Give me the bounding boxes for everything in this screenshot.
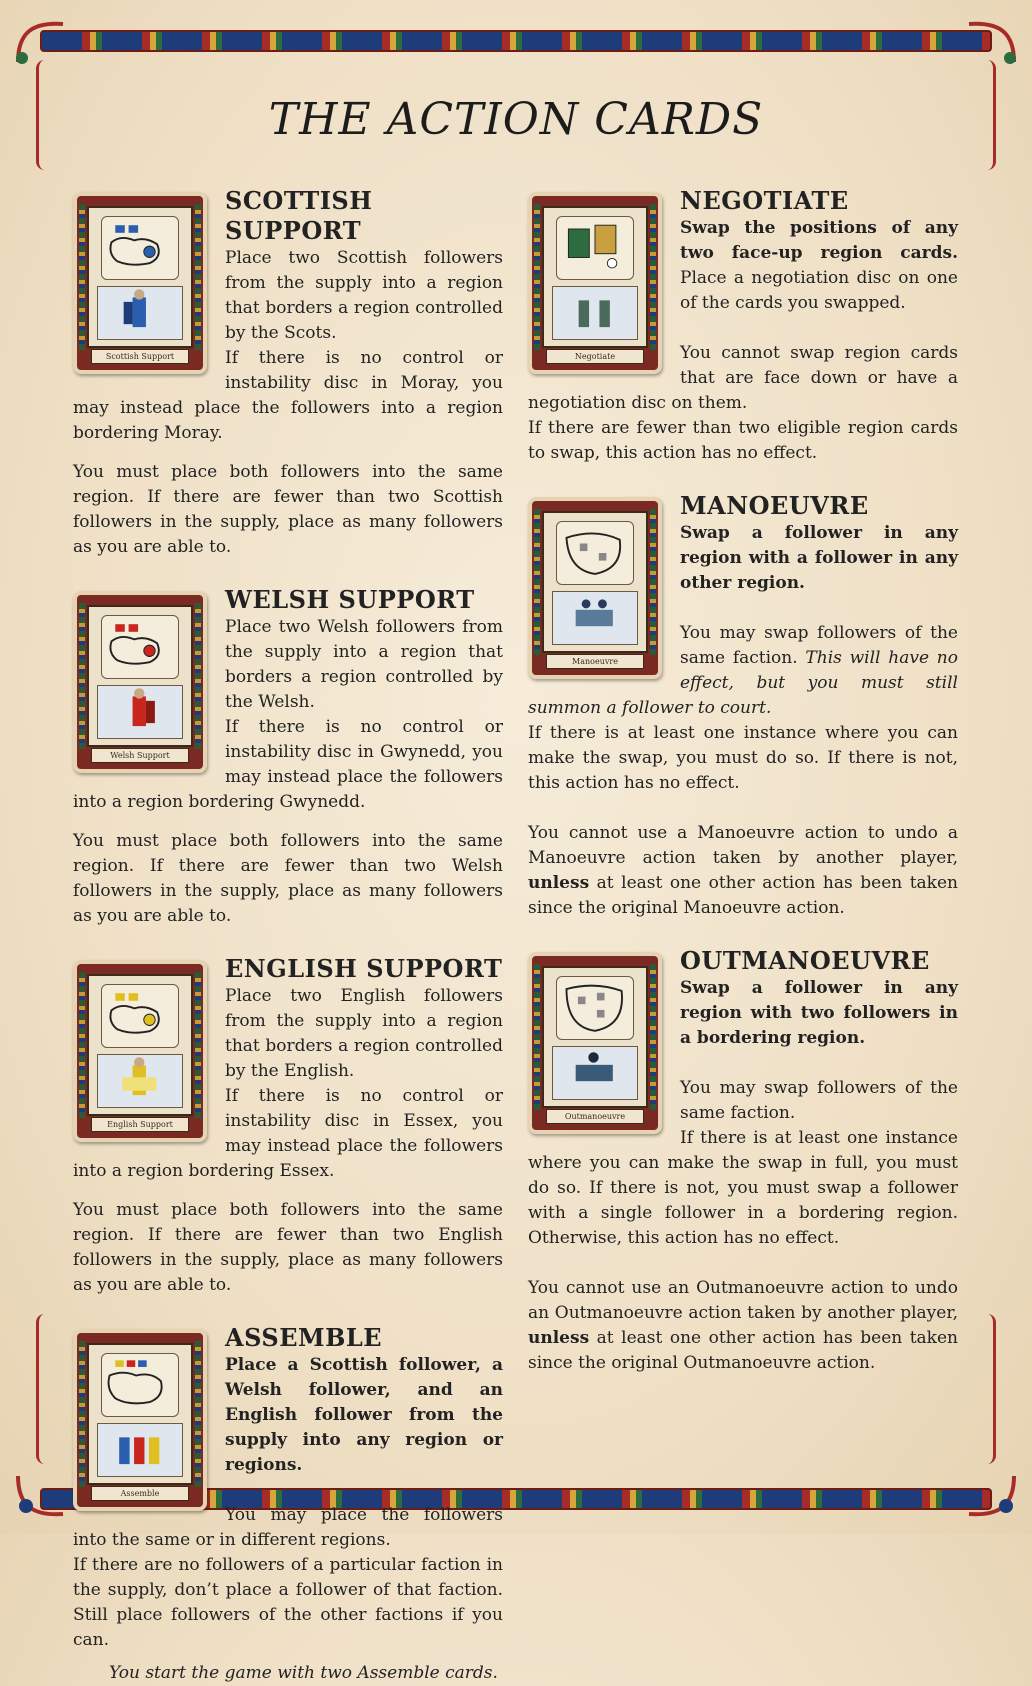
paragraph: Swap the positions of any two face-up region cards. Place a negotiation disc on one of the cards you swapped. [680,218,958,313]
paragraph: Swap a follower in any region with a follower in any other region. [680,523,958,593]
manoeuvre-section [528,491,958,921]
paragraph: You cannot use an Outmanoeuvre action to undo an Outmanoeuvre action taken by another player, unless at least one other action has been taken since the original Outmanoeuvre action. [528,1278,958,1373]
paragraph: Place two Welsh followers from the supply into a region that borders a region controlled by the Welsh. [225,617,503,712]
paragraph: Swap a follower in any region with two followers in a bordering region. [680,978,958,1048]
paragraph: If there is no control or instability disc in Moray, you may instead place the followers into a region bordering Moray. [73,348,503,443]
section-heading: OUTMANOEUVRE [680,946,930,975]
assemble-card: Assemble [73,1329,207,1511]
map-icon [101,1353,179,1417]
section-heading: WELSH SUPPORT [225,585,475,614]
map-icon [101,984,179,1048]
knights-group-icon [552,286,638,340]
scottish-support-card: Scottish Support [73,192,207,374]
paragraph: You may swap followers of the same faction. [680,1078,958,1123]
paragraph: You may swap followers of the same faction. This will have no effect, but you must still summon a follower to court. [528,623,958,718]
welsh-support-section [73,585,503,929]
paragraph: If there are no followers of a particular faction in the supply, don’t place a follower of that faction. Still place followers of the other factions if you can. [73,1555,503,1650]
page-title: THE ACTION CARDS [268,94,764,145]
horsemen-icon [552,591,638,645]
paragraph: If there are fewer than two eligible region cards to swap, this action has no effect. [528,418,958,463]
vine-ornament [36,1314,53,1464]
knight-icon [97,1054,183,1108]
left-column [73,186,503,1686]
english-support-card: English Support [73,960,207,1142]
manoeuvre-card: Manoeuvre [528,497,662,679]
paragraph: Place a Scottish follower, a Welsh follower, and an English follower from the supply into any region or regions. [225,1355,503,1475]
negotiate-card: Negotiate [528,192,662,374]
knights-group-icon [97,1423,183,1477]
swap-arrows-icon [556,976,634,1040]
negotiate-section [528,186,958,466]
paragraph: If there is no control or instability disc in Gwynedd, you may instead place the followers into a region bordering Gwynedd. [73,717,503,812]
horsemen-icon [552,1046,638,1100]
knight-icon [97,685,183,739]
map-icon [101,216,179,280]
paragraph: If there is at least one instance where you can make the swap in full, you must do so. If there is not, you must swap a follower with a single follower in a bordering region. Otherwise, this action has no effect. [528,1128,958,1248]
corner-flourish-icon [8,1466,68,1526]
paragraph: Place two Scottish followers from the supply into a region that borders a region controlled by the Scots. [225,248,503,343]
section-heading: SCOTTISH SUPPORT [225,186,373,245]
outmanoeuvre-section [528,946,958,1376]
paragraph: You cannot use a Manoeuvre action to undo a Manoeuvre action taken by another player, unless at least one other action has been taken since the original Manoeuvre action. [528,823,958,918]
paragraph: If there is no control or instability disc in Essex, you may instead place the followers into a region bordering Essex. [73,1086,503,1181]
paragraph: You must place both followers into the same region. If there are fewer than two Scottish followers in the supply, place as many followers as you are able to. [73,462,503,557]
section-heading: NEGOTIATE [680,186,849,215]
paragraph: If there is at least one instance where you can make the swap, you must do so. If there is not, this action has no effect. [528,723,958,793]
outmanoeuvre-card: Outmanoeuvre [528,952,662,1134]
paragraph: You must place both followers into the same region. If there are fewer than two English followers in the supply, place as many followers as you are able to. [73,1200,503,1295]
section-heading: MANOEUVRE [680,491,869,520]
paragraph: Place two English followers from the supply into a region that borders a region controlled by the English. [225,986,503,1081]
welsh-support-card: Welsh Support [73,591,207,773]
knight-icon [97,286,183,340]
paragraph: You must place both followers into the same region. If there are fewer than two Welsh followers in the supply, place as many followers as you are able to. [73,831,503,926]
swap-cards-icon [556,216,634,280]
english-support-section [73,954,503,1298]
assemble-section [73,1323,503,1686]
right-column [528,186,958,1376]
map-icon [101,615,179,679]
swap-arrows-icon [556,521,634,585]
scottish-support-section [73,186,503,560]
top-border-ornament [40,30,992,52]
section-heading: ENGLISH SUPPORT [225,954,503,983]
section-heading: ASSEMBLE [225,1323,383,1352]
vine-ornament [979,1314,996,1464]
paragraph: You cannot swap region cards that are face down or have a negotiation disc on them. [528,343,958,413]
paragraph: You may place the followers into the same or in different regions. [73,1505,503,1550]
paragraph: You start the game with two Assemble cards. [109,1663,498,1683]
corner-flourish-icon [964,1466,1024,1526]
